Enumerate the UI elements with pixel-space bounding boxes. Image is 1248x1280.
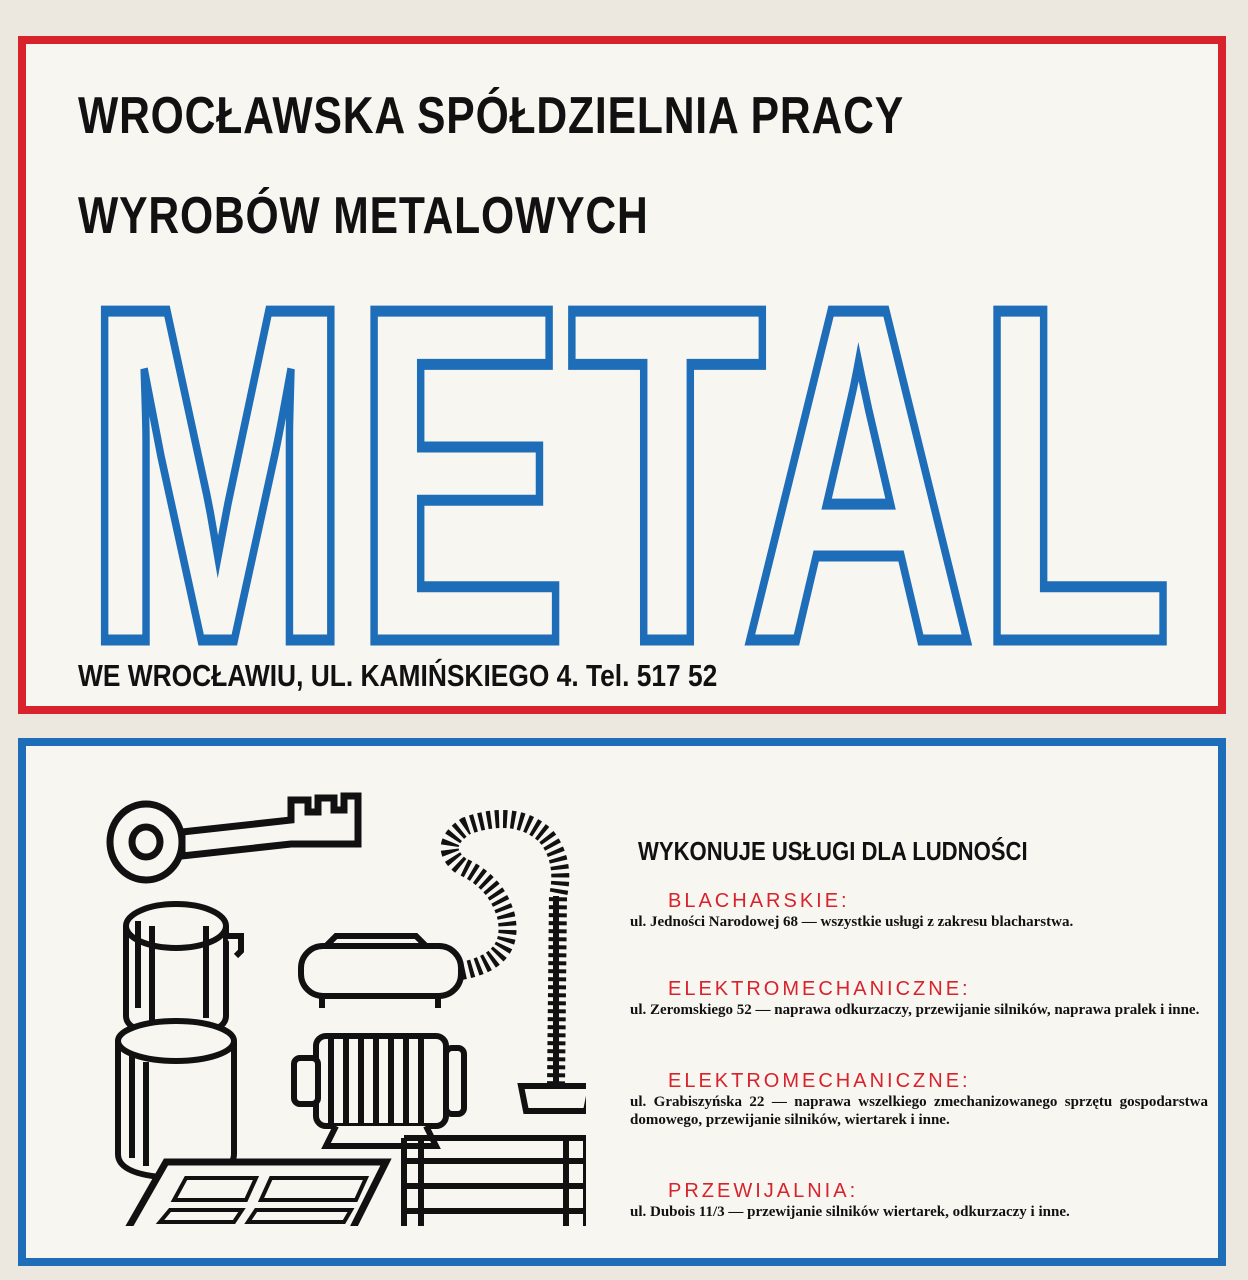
service-entry bbox=[630, 978, 1208, 1019]
company-name-line1: WROCŁAWSKA SPÓŁDZIELNIA PRACY bbox=[78, 87, 905, 145]
service-category: BLACHARSKIE: bbox=[668, 890, 850, 912]
service-entry bbox=[630, 890, 1208, 931]
services-title: WYKONUJE USŁUGI DLA LUDNOŚCI bbox=[638, 836, 1028, 866]
electric-motor-icon bbox=[294, 1036, 464, 1146]
company-banner bbox=[18, 36, 1226, 714]
service-description: ul. Dubois 11/3 — przewijanie silników wiertarek, odkurzaczy i inne. bbox=[630, 1204, 1070, 1220]
brand-logo bbox=[76, 244, 1176, 649]
services-panel bbox=[18, 738, 1226, 1266]
service-entry bbox=[630, 1180, 1208, 1221]
tray-icon bbox=[126, 1162, 386, 1226]
service-category: ELEKTROMECHANICZNE: bbox=[668, 978, 971, 1000]
company-name-line2: WYROBÓW METALOWYCH bbox=[78, 187, 649, 245]
washing-machine-icon bbox=[118, 904, 241, 1178]
key-icon bbox=[110, 796, 358, 880]
service-entry bbox=[630, 1070, 1208, 1129]
service-description: ul. Zeromskiego 52 — naprawa odkurzaczy, przewijanie silników, naprawa pralek i inne. bbox=[630, 1002, 1200, 1018]
company-address: WE WROCŁAWIU, UL. KAMIŃSKIEGO 4. Tel. 517 52 bbox=[78, 658, 718, 693]
shelf-rack-icon bbox=[404, 1138, 586, 1226]
service-category: PRZEWIJALNIA: bbox=[668, 1180, 859, 1202]
brand-wordmark: METAL bbox=[83, 244, 1173, 649]
service-category: ELEKTROMECHANICZNE: bbox=[668, 1070, 971, 1092]
products-illustration bbox=[86, 786, 586, 1226]
service-description: ul. Jedności Narodowej 68 — wszystkie usługi z zakresu blacharstwa. bbox=[630, 914, 1074, 930]
service-description: ul. Grabiszyńska 22 — naprawa wszelkiego zmechanizowanego sprzętu gospodarstwa domowego, przewijanie silników, wiertarek i inne. bbox=[630, 1094, 1208, 1128]
